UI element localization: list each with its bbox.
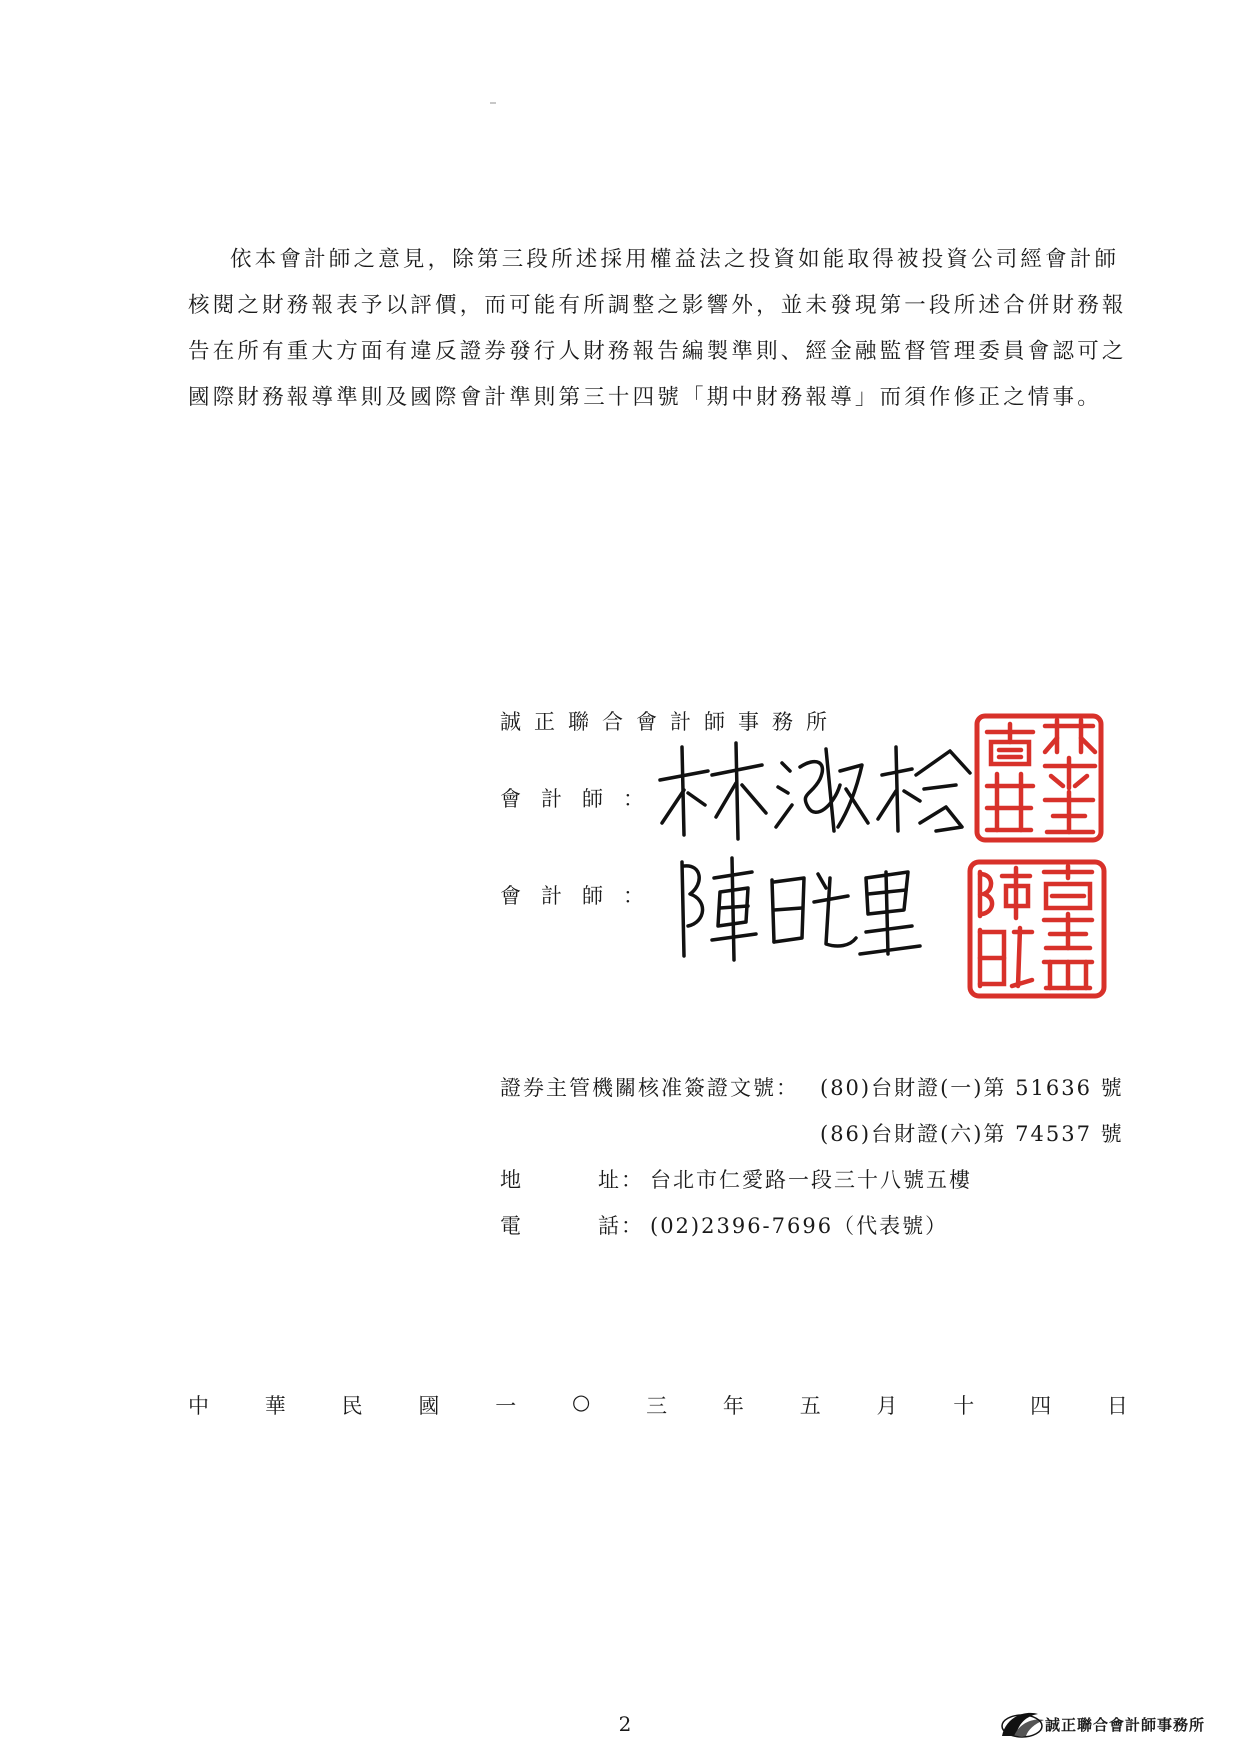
seal-2 xyxy=(966,858,1108,1000)
date-char: 年 xyxy=(722,1394,744,1418)
date-char: 十 xyxy=(953,1394,975,1418)
firm-name: 誠正聯合會計師事務所 xyxy=(500,710,840,734)
report-date xyxy=(188,1390,1128,1420)
cpa-label: 會計師： xyxy=(500,884,664,908)
phone-label-first: 電 xyxy=(500,1214,523,1238)
address-label-first: 地 xyxy=(500,1168,523,1192)
date-char: 華 xyxy=(264,1394,286,1418)
date-char: 一 xyxy=(495,1394,517,1418)
address-value: 台北市仁愛路一段三十八號五樓 xyxy=(650,1168,972,1192)
date-char: 月 xyxy=(876,1394,898,1418)
signature-2 xyxy=(668,848,938,968)
date-char: 三 xyxy=(646,1394,668,1418)
signature-1 xyxy=(650,735,980,845)
address-label xyxy=(500,1164,644,1194)
address-label-second: 址： xyxy=(598,1168,644,1192)
date-char: 國 xyxy=(418,1394,440,1418)
page-number: 2 xyxy=(618,1712,632,1736)
footer-firm-name: 誠正聯合會計師事務所 xyxy=(1045,1716,1206,1734)
seal-1 xyxy=(973,712,1105,844)
cpa-label: 會計師： xyxy=(500,787,664,811)
approval-number-2: (86)台財證(六)第 74537 號 xyxy=(820,1122,1124,1146)
date-char: 中 xyxy=(188,1394,209,1418)
date-char: 四 xyxy=(1030,1394,1052,1418)
scan-speck xyxy=(490,102,496,104)
date-char: 民 xyxy=(341,1394,363,1418)
phone-label-second: 話： xyxy=(598,1214,644,1238)
approval-number-1: (80)台財證(一)第 51636 號 xyxy=(820,1076,1124,1100)
date-char: 五 xyxy=(799,1394,821,1418)
date-char: ○ xyxy=(571,1390,591,1414)
opinion-paragraph xyxy=(188,237,1128,421)
approval-label: 證券主管機關核准簽證文號： xyxy=(500,1076,799,1100)
date-char: 日 xyxy=(1106,1394,1128,1418)
opinion-line: 依本會計師之意見，除第三段所述採用權益法之投資如能取得被投資公司經會計師 xyxy=(230,247,1120,272)
opinion-line: 告在所有重大方面有違反證券發行人財務報告編製準則、經金融監督管理委員會認可之 xyxy=(188,339,1127,364)
opinion-line: 核閱之財務報表予以評價，而可能有所調整之影響外，並未發現第一段所述合併財務報 xyxy=(188,293,1127,318)
opinion-line: 國際財務報導準則及國際會計準則第三十四號「期中財務報導」而須作修正之情事。 xyxy=(188,385,1102,410)
phone-label xyxy=(500,1210,644,1240)
phone-value: (02)2396-7696（代表號） xyxy=(650,1214,949,1238)
